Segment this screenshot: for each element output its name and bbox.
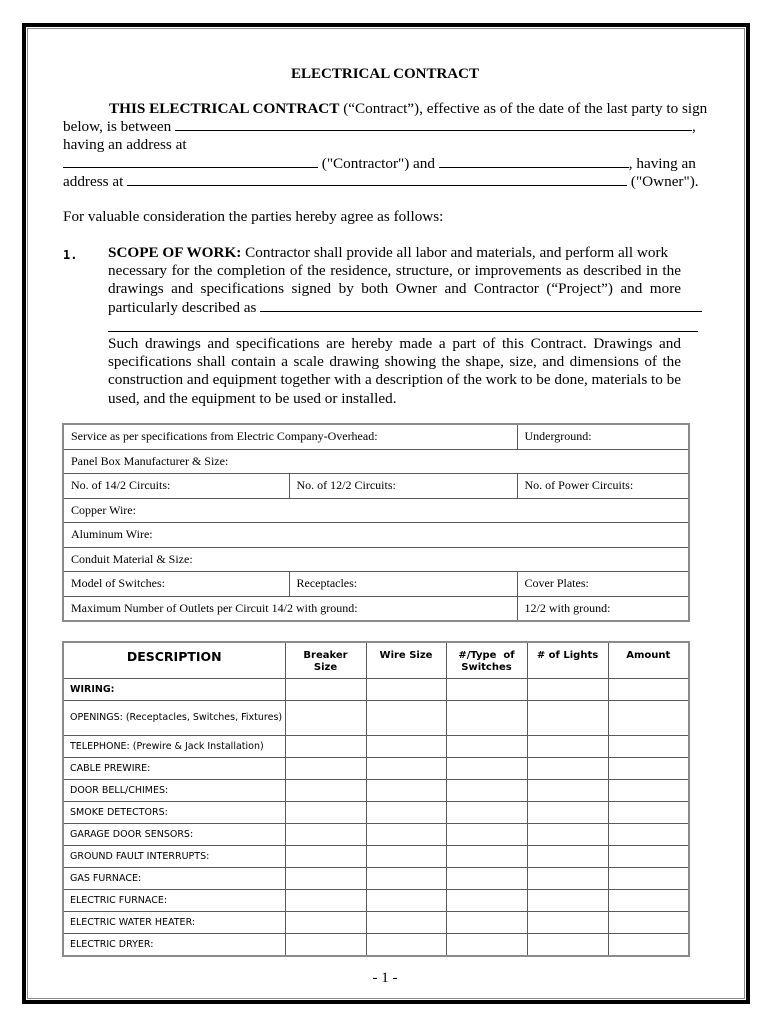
table-row bbox=[63, 424, 689, 449]
switches-cell[interactable] bbox=[446, 912, 527, 934]
lights-cell[interactable] bbox=[527, 824, 608, 846]
lights-cell[interactable] bbox=[527, 679, 608, 701]
table-row bbox=[63, 802, 689, 824]
wire-size-cell[interactable] bbox=[366, 824, 446, 846]
row-label: ELECTRIC DRYER: bbox=[63, 934, 285, 957]
amount-cell[interactable] bbox=[608, 802, 689, 824]
table-row bbox=[63, 449, 689, 474]
amount-cell[interactable] bbox=[608, 758, 689, 780]
wire-size-cell[interactable] bbox=[366, 890, 446, 912]
with-ground-12-2-cell[interactable]: 12/2 with ground: bbox=[517, 596, 689, 621]
switches-cell[interactable] bbox=[446, 824, 527, 846]
breaker-size-cell[interactable] bbox=[285, 934, 366, 957]
intro-lead: THIS ELECTRICAL CONTRACT bbox=[109, 100, 340, 117]
amount-cell[interactable] bbox=[608, 780, 689, 802]
table-row bbox=[63, 890, 689, 912]
row-label: DOOR BELL/CHIMES: bbox=[63, 780, 285, 802]
row-label: GROUND FAULT INTERRUPTS: bbox=[63, 846, 285, 868]
intro-paragraph bbox=[63, 100, 708, 191]
switches-cell[interactable] bbox=[446, 736, 527, 758]
amount-cell[interactable] bbox=[608, 934, 689, 957]
contractor-address-field[interactable] bbox=[63, 155, 318, 168]
lights-cell[interactable] bbox=[527, 846, 608, 868]
scope-of-work-paragraph: SCOPE OF WORK: Contractor shall provide all labor and materials, and perform all work necessary for the completion of the residence, structure, or improvements as described in the drawings and specifications signed by both Owner and Contractor (“Project”) and more particularly described as bbox=[108, 244, 681, 317]
row-label: TELEPHONE: (Prewire & Jack Installation) bbox=[63, 736, 285, 758]
switches-cell[interactable] bbox=[446, 701, 527, 736]
switches-cell[interactable] bbox=[446, 934, 527, 957]
wire-size-cell[interactable] bbox=[366, 736, 446, 758]
project-description-field-line-2[interactable] bbox=[108, 331, 698, 332]
table-row bbox=[63, 934, 689, 957]
table-row bbox=[63, 758, 689, 780]
project-description-field[interactable] bbox=[260, 299, 702, 312]
intro-line-3: having an address at bbox=[63, 136, 187, 154]
lights-cell[interactable] bbox=[527, 890, 608, 912]
row-label: OPENINGS: (Receptacles, Switches, Fixtures) bbox=[63, 701, 285, 736]
table-row bbox=[63, 679, 689, 701]
header-breaker-size: Breaker Size bbox=[285, 642, 366, 679]
intro-line-2: below, is between , bbox=[63, 118, 696, 136]
breaker-size-cell[interactable] bbox=[285, 679, 366, 701]
lights-cell[interactable] bbox=[527, 736, 608, 758]
header-amount: Amount bbox=[608, 642, 689, 679]
lights-cell[interactable] bbox=[527, 780, 608, 802]
lights-cell[interactable] bbox=[527, 802, 608, 824]
consideration-text: For valuable consideration the parties hereby agree as follows: bbox=[63, 208, 444, 225]
switches-cell[interactable] bbox=[446, 802, 527, 824]
document-title: ELECTRICAL CONTRACT bbox=[291, 66, 479, 82]
lights-cell[interactable] bbox=[527, 758, 608, 780]
table-row bbox=[63, 498, 689, 523]
row-label: ELECTRIC WATER HEATER: bbox=[63, 912, 285, 934]
intro-line-4: ("Contractor") and , having an bbox=[63, 155, 699, 173]
wire-size-cell[interactable] bbox=[366, 802, 446, 824]
owner-name-field[interactable] bbox=[439, 155, 629, 168]
table-header-row bbox=[63, 642, 689, 679]
amount-cell[interactable] bbox=[608, 701, 689, 736]
section-number: 1. bbox=[63, 248, 78, 262]
switches-cell[interactable] bbox=[446, 679, 527, 701]
row-label: WIRING: bbox=[63, 679, 285, 701]
amount-cell[interactable] bbox=[608, 912, 689, 934]
switches-cell[interactable] bbox=[446, 780, 527, 802]
wire-size-cell[interactable] bbox=[366, 780, 446, 802]
lights-cell[interactable] bbox=[527, 868, 608, 890]
receptacles-cell[interactable]: Receptacles: bbox=[289, 572, 517, 597]
table-row bbox=[63, 474, 689, 499]
underground-cell[interactable]: Underground: bbox=[517, 424, 689, 449]
breaker-size-cell[interactable] bbox=[285, 802, 366, 824]
party-name-field[interactable] bbox=[175, 118, 692, 131]
aluminum-wire-cell[interactable]: Aluminum Wire: bbox=[63, 523, 689, 548]
service-overhead-cell[interactable]: Service as per specifications from Electric Company-Overhead: bbox=[63, 424, 517, 449]
table-row bbox=[63, 824, 689, 846]
intro-line-5: address at ("Owner"). bbox=[63, 172, 699, 190]
amount-cell[interactable] bbox=[608, 679, 689, 701]
breaker-size-cell[interactable] bbox=[285, 758, 366, 780]
table-row bbox=[63, 868, 689, 890]
table-row bbox=[63, 572, 689, 597]
wire-size-cell[interactable] bbox=[366, 934, 446, 957]
conduit-cell[interactable]: Conduit Material & Size: bbox=[63, 547, 689, 572]
table-row bbox=[63, 912, 689, 934]
lights-cell[interactable] bbox=[527, 701, 608, 736]
table-row bbox=[63, 701, 689, 736]
header-lights: # of Lights bbox=[527, 642, 608, 679]
lights-cell[interactable] bbox=[527, 912, 608, 934]
page-number: - 1 - bbox=[372, 970, 398, 986]
table-row bbox=[63, 547, 689, 572]
breaker-size-cell[interactable] bbox=[285, 824, 366, 846]
breaker-size-cell[interactable] bbox=[285, 912, 366, 934]
amount-cell[interactable] bbox=[608, 736, 689, 758]
specifications-table bbox=[62, 423, 690, 622]
row-label: SMOKE DETECTORS: bbox=[63, 802, 285, 824]
amount-cell[interactable] bbox=[608, 824, 689, 846]
circuits-12-2-cell[interactable]: No. of 12/2 Circuits: bbox=[289, 474, 517, 499]
row-label: CABLE PREWIRE: bbox=[63, 758, 285, 780]
amount-cell[interactable] bbox=[608, 868, 689, 890]
power-circuits-cell[interactable]: No. of Power Circuits: bbox=[517, 474, 689, 499]
wire-size-cell[interactable] bbox=[366, 679, 446, 701]
switches-cell[interactable] bbox=[446, 868, 527, 890]
header-wire-size: Wire Size bbox=[366, 642, 446, 679]
breaker-size-cell[interactable] bbox=[285, 890, 366, 912]
wire-size-cell[interactable] bbox=[366, 758, 446, 780]
table-row bbox=[63, 780, 689, 802]
row-label: GARAGE DOOR SENSORS: bbox=[63, 824, 285, 846]
breaker-size-cell[interactable] bbox=[285, 846, 366, 868]
circuits-14-2-cell[interactable]: No. of 14/2 Circuits: bbox=[63, 474, 289, 499]
amount-cell[interactable] bbox=[608, 846, 689, 868]
cover-plates-cell[interactable]: Cover Plates: bbox=[517, 572, 689, 597]
wire-size-cell[interactable] bbox=[366, 846, 446, 868]
copper-wire-cell[interactable]: Copper Wire: bbox=[63, 498, 689, 523]
header-description: DESCRIPTION bbox=[63, 642, 285, 679]
breaker-size-cell[interactable] bbox=[285, 736, 366, 758]
breaker-size-cell[interactable] bbox=[285, 780, 366, 802]
table-row bbox=[63, 736, 689, 758]
model-switches-cell[interactable]: Model of Switches: bbox=[63, 572, 289, 597]
max-outlets-cell[interactable]: Maximum Number of Outlets per Circuit 14/2 with ground: bbox=[63, 596, 517, 621]
header-switches: #/Type of Switches bbox=[446, 642, 527, 679]
drawings-paragraph: Such drawings and specifications are hereby made a part of this Contract. Drawings and specifications shall contain a scale drawing showing the shape, size, and dimensions of the construction and equipment together with a description of the work to be done, materials to be used, and the equipment to be used or installed. bbox=[108, 335, 681, 407]
wire-size-cell[interactable] bbox=[366, 868, 446, 890]
row-label: ELECTRIC FURNACE: bbox=[63, 890, 285, 912]
owner-address-field[interactable] bbox=[127, 173, 627, 186]
breaker-size-cell[interactable] bbox=[285, 868, 366, 890]
breaker-size-cell[interactable] bbox=[285, 701, 366, 736]
table-row bbox=[63, 596, 689, 621]
scope-heading: SCOPE OF WORK: bbox=[108, 244, 242, 261]
table-row bbox=[63, 846, 689, 868]
switches-cell[interactable] bbox=[446, 890, 527, 912]
switches-cell[interactable] bbox=[446, 846, 527, 868]
panel-box-cell[interactable]: Panel Box Manufacturer & Size: bbox=[63, 449, 689, 474]
wire-size-cell[interactable] bbox=[366, 701, 446, 736]
lights-cell[interactable] bbox=[527, 934, 608, 957]
work-items-table bbox=[62, 641, 690, 957]
switches-cell[interactable] bbox=[446, 758, 527, 780]
row-label: GAS FURNACE: bbox=[63, 868, 285, 890]
amount-cell[interactable] bbox=[608, 890, 689, 912]
table-row bbox=[63, 523, 689, 548]
wire-size-cell[interactable] bbox=[366, 912, 446, 934]
intro-line-1: THIS ELECTRICAL CONTRACT (“Contract”), effective as of the date of the last party to sign bbox=[109, 100, 708, 117]
